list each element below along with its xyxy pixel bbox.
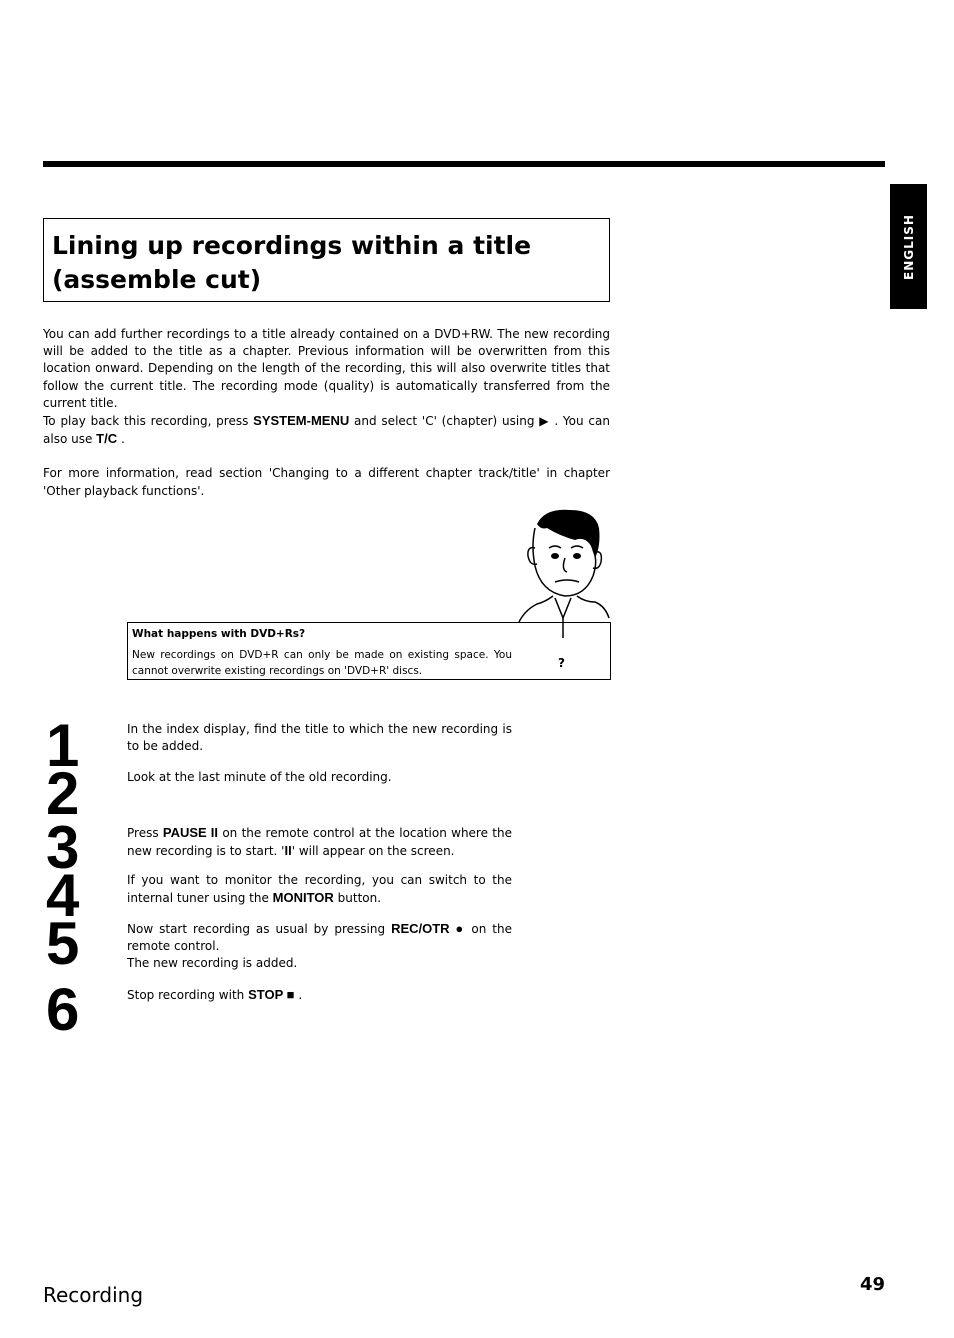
step-text-3	[127, 824, 512, 860]
title-box	[43, 218, 610, 302]
step-text-4	[127, 872, 512, 907]
tip-text: New recordings on DVD+R can only be made on existing space. You cannot overwrite existing recordings on 'DVD+R' discs.	[132, 649, 512, 677]
step-5-text-a: Now start recording as usual by pressing	[127, 922, 386, 936]
step-3-text-c: ' will appear on the screen.	[291, 844, 455, 859]
step-6-text	[127, 986, 512, 1004]
language-tab-label: ENGLISH	[901, 213, 916, 280]
language-tab	[890, 184, 927, 309]
tip-box	[127, 622, 611, 680]
stop-key: STOP ■	[248, 987, 295, 1002]
step-text-1	[127, 721, 512, 755]
step-number-4: 4	[46, 862, 80, 929]
page-number: 49	[860, 1274, 886, 1295]
play-arrow-icon: ▶	[539, 414, 550, 429]
intro-paragraph-2	[43, 412, 610, 448]
step-number-6: 6	[46, 976, 80, 1043]
question-mark: ?	[558, 656, 565, 670]
footer-section-name: Recording	[43, 1283, 144, 1307]
intro-p2-text-c: . You can also use	[43, 414, 610, 447]
step-number-2: 2	[46, 760, 80, 827]
tc-key: T/C	[96, 431, 118, 447]
step-3-text	[127, 824, 512, 860]
step-4-text-a: If you want to monitor the recording, you can switch to the internal tuner using the	[127, 873, 512, 906]
intro-p2-text-b: and select 'C' (chapter) using	[354, 414, 535, 429]
step-6-text-b: .	[298, 988, 303, 1002]
tip-title: What happens with DVD+Rs?	[132, 628, 306, 640]
intro-text	[43, 326, 610, 500]
intro-p2-text-a: To play back this recording, press	[43, 414, 249, 429]
page-title: Lining up recordings within a title (assemble cut)	[52, 231, 532, 294]
step-5-text	[127, 920, 512, 955]
pause-key: PAUSE II	[162, 825, 219, 840]
pause-symbol: II	[284, 843, 292, 859]
step-text-2	[127, 769, 512, 786]
step-5-text-b: on the remote control.	[127, 922, 512, 954]
monitor-key: MONITOR	[272, 890, 334, 906]
step-number-3: 3	[46, 814, 80, 881]
step-4-text	[127, 872, 512, 907]
step-3-text-a: Press	[127, 826, 159, 840]
step-2-text: Look at the last minute of the old recording.	[127, 770, 392, 784]
step-3-text-b: on the remote control at the location where the new recording is to start. '	[127, 826, 512, 859]
step-1-text: In the index display, find the title to which the new recording is to be added.	[127, 722, 512, 754]
step-5-text-c: The new recording is added.	[127, 956, 298, 971]
step-text-6	[127, 986, 512, 1004]
step-4-text-b: button.	[337, 891, 382, 906]
intro-paragraph-3: For more information, read section 'Changing to a different chapter track/title' in chapter 'Other playback functions'.	[43, 466, 610, 498]
rec-otr-key: REC/OTR ●	[391, 921, 466, 936]
step-6-text-a: Stop recording with	[127, 988, 245, 1002]
top-rule	[43, 161, 885, 167]
step-number-1: 1	[46, 712, 80, 779]
intro-p2-text-d: .	[120, 432, 125, 447]
step-text-5	[127, 920, 512, 973]
step-number-5: 5	[46, 910, 80, 977]
system-menu-key: SYSTEM-MENU	[253, 413, 350, 429]
intro-paragraph-1: You can add further recordings to a title already contained on a DVD+RW. The new recording will be added to the title as a chapter. Previous information will be overwritten from this location onward. Depending on the length of the recording, this will also overwrite titles that follow the current title. The recording mode (quality) is automatically transferred from the current title.	[43, 327, 610, 410]
